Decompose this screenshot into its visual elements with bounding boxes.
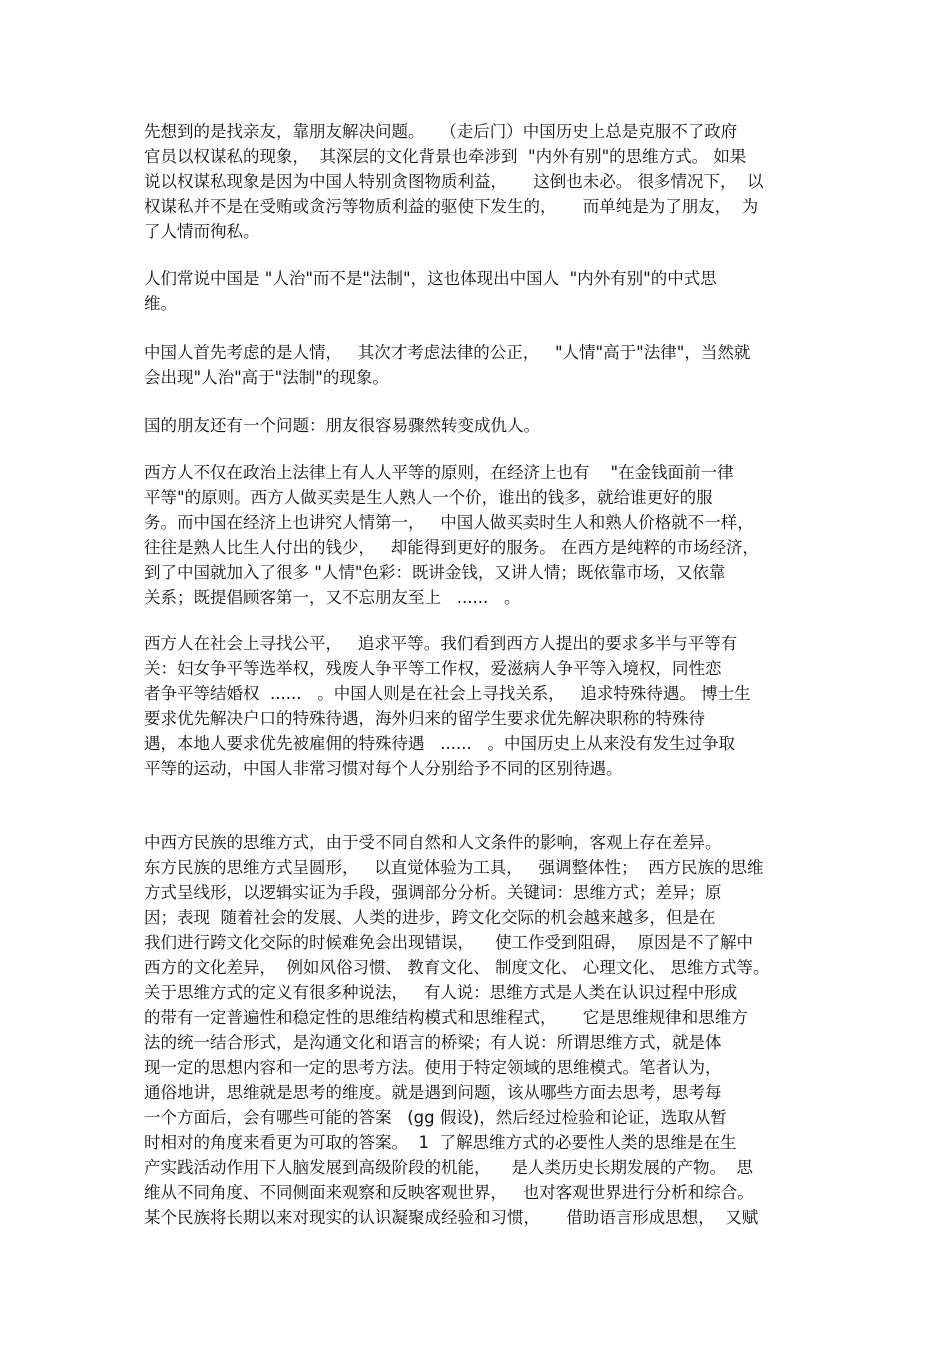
text-line: 平等的运动，中国人非常习惯对每个人分别给予不同的区别待遇。 — [144, 759, 623, 778]
text-line: 到了中国就加入了很多 "人情"色彩：既讲金钱，又讲人情；既依靠市场，又依靠 — [144, 563, 726, 582]
text-line: 会出现"人治"高于"法制"的现象。 — [144, 368, 389, 387]
paragraph-7 — [144, 830, 814, 1230]
text-line: 关：妇女争平等选举权，残废人争平等工作权，爱滋病人争平等入境权，同性恋 — [144, 659, 722, 678]
paragraph-4 — [144, 413, 814, 438]
text-line: 往往是熟人比生人付出的钱少， 却能得到更好的服务。 在西方是纯粹的市场经济， — [144, 538, 759, 557]
text-line: 要求优先解决户口的特殊待遇，海外归来的留学生要求优先解决职称的特殊待 — [144, 709, 705, 728]
text-line: 中国人首先考虑的是人情， 其次才考虑法律的公正， "人情"高于"法律"，当然就 — [144, 343, 751, 362]
text-line: 维。 — [144, 294, 177, 313]
text-line: 者争平等结婚权 ...... 。中国人则是在社会上寻找关系， 追求特殊待遇。 博士生 — [144, 684, 751, 703]
text-line: 了人情而徇私。 — [144, 222, 260, 241]
text-line: 时相对的角度来看更为可取的答案。 1 了解思维方式的必要性人类的思维是在生 — [144, 1133, 737, 1152]
text-line: 西方人在社会上寻找公平， 追求平等。我们看到西方人提出的要求多半与平等有 — [144, 634, 738, 653]
text-line: 人们常说中国是 "人治"而不是"法制"，这也体现出中国人 "内外有别"的中式思 — [144, 269, 717, 288]
text-line: 西方人不仅在政治上法律上有人人平等的原则，在经济上也有 "在金钱面前一律 — [144, 463, 734, 482]
text-line: 说以权谋私现象是因为中国人特别贪图物质利益， 这倒也未必。 很多情况下， 以 — [144, 172, 764, 191]
text-line: 权谋私并不是在受贿或贪污等物质利益的驱使下发生的， 而单纯是为了朋友， 为 — [144, 197, 759, 216]
text-line: 官员以权谋私的现象， 其深层的文化背景也牵涉到 "内外有别"的思维方式。 如果 — [144, 147, 747, 166]
text-line: 关于思维方式的定义有很多种说法， 有人说：思维方式是人类在认识过程中形成 — [144, 983, 738, 1002]
paragraph-6 — [144, 631, 814, 781]
text-line: 务。而中国在经济上也讲究人情第一， 中国人做买卖时生人和熟人价格就不一样， — [144, 513, 754, 532]
text-line: 某个民族将长期以来对现实的认识凝聚成经验和习惯， 借助语言形成思想， 又赋 — [144, 1208, 759, 1227]
text-line: 维从不同角度、不同侧面来观察和反映客观世界， 也对客观世界进行分析和综合。 — [144, 1183, 754, 1202]
text-line: 关系；既提倡顾客第一，又不忘朋友至上 ...... 。 — [144, 588, 521, 607]
text-line: 先想到的是找亲友，靠朋友解决问题。 （走后门）中国历史上总是克服不了政府 — [144, 122, 738, 141]
paragraph-3 — [144, 340, 814, 390]
text-line: 西方的文化差异， 例如风俗习惯、 教育文化、 制度文化、 心理文化、 思维方式等。 — [144, 958, 770, 977]
paragraph-2 — [144, 266, 814, 316]
text-line: 遇，本地人要求优先被雇佣的特殊待遇 ...... 。中国历史上从来没有发生过争取 — [144, 734, 735, 753]
text-line: 产实践活动作用下人脑发展到高级阶段的机能， 是人类历史长期发展的产物。 思 — [144, 1158, 753, 1177]
text-line: 我们进行跨文化交际的时候难免会出现错误， 使工作受到阻碍， 原因是不了解中 — [144, 933, 753, 952]
text-line: 方式呈线形，以逻辑实证为手段，强调部分分析。关键词：思维方式；差异；原 — [144, 883, 722, 902]
text-line: 一个方面后，会有哪些可能的答案 (gg 假设)，然后经过检验和论证，选取从暂 — [144, 1108, 727, 1127]
paragraph-1 — [144, 119, 814, 244]
text-line: 现一定的思想内容和一定的思考方法。使用于特定领域的思维模式。笔者认为， — [144, 1058, 722, 1077]
paragraph-5 — [144, 460, 814, 610]
text-line: 因；表现 随着社会的发展、人类的进步，跨文化交际的机会越来越多，但是在 — [144, 908, 716, 927]
text-line: 东方民族的思维方式呈圆形， 以直觉体验为工具， 强调整体性； 西方民族的思维 — [144, 858, 764, 877]
text-line: 通俗地讲，思维就是思考的维度。就是遇到问题，该从哪些方面去思考，思考每 — [144, 1083, 722, 1102]
text-line: 平等"的原则。西方人做买卖是生人熟人一个价，谁出的钱多，就给谁更好的服 — [144, 488, 713, 507]
text-line: 国的朋友还有一个问题：朋友很容易骤然转变成仇人。 — [144, 416, 540, 435]
text-line: 的带有一定普遍性和稳定性的思维结构模式和思维程式， 它是思维规律和思维方 — [144, 1008, 748, 1027]
text-line: 中西方民族的思维方式，由于受不同自然和人文条件的影响，客观上存在差异。 — [144, 833, 722, 852]
text-line: 法的统一结合形式，是沟通文化和语言的桥梁；有人说：所谓思维方式，就是体 — [144, 1033, 722, 1052]
